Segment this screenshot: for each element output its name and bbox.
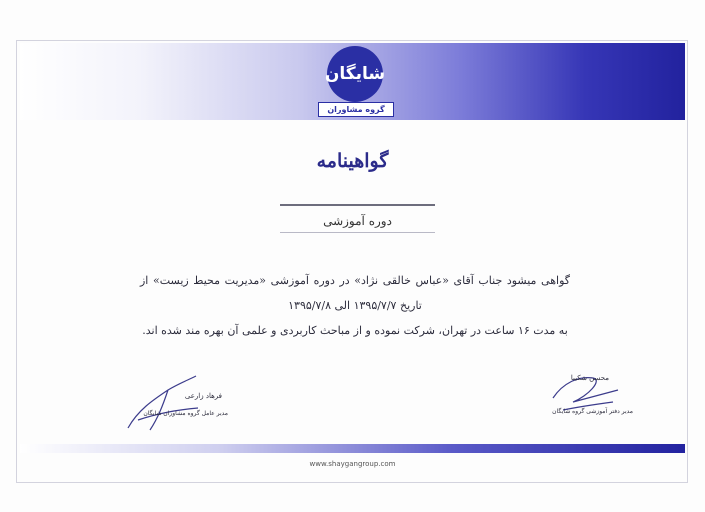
body-line-1: گواهی میشود جناب آقای «عباس خالقی نژاد» در دوره آموزشی «مدیریت محیط زیست» از تاریخ ۱۳۹۵/۷/۷ الی ۱۳۹۵/۷/۸ [140, 274, 570, 312]
certificate-body [140, 268, 570, 343]
signature-left [108, 370, 228, 440]
signature-right-name: محسن شکیبا [570, 374, 609, 382]
footer-band [20, 444, 685, 453]
logo-name: شایگان [324, 64, 386, 84]
logo-emblem [324, 46, 386, 102]
signature-left-name: فرهاد زارعی [184, 392, 222, 400]
signature-right [543, 368, 673, 438]
course-type: دوره آموزشی [323, 214, 392, 228]
certificate-title: گواهینامه [316, 150, 389, 172]
company-logo [314, 46, 404, 118]
website-link[interactable]: www.shaygangroup.com [309, 460, 396, 468]
signature-left-scribble [108, 370, 228, 440]
signature-left-title: مدیر عامل گروه مشاوران شایگان [143, 410, 228, 417]
subtitle-divider-bottom [280, 232, 435, 233]
logo-subtitle: گروه مشاوران [318, 102, 394, 117]
signature-right-title: مدیر دفتر آموزشی گروه شایگان [552, 408, 633, 415]
subtitle-divider-top [280, 204, 435, 206]
body-line-2: به مدت ۱۶ ساعت در تهران، شرکت نموده و از مباحث کاربردی و علمی آن بهره مند شده اند. [142, 324, 568, 337]
